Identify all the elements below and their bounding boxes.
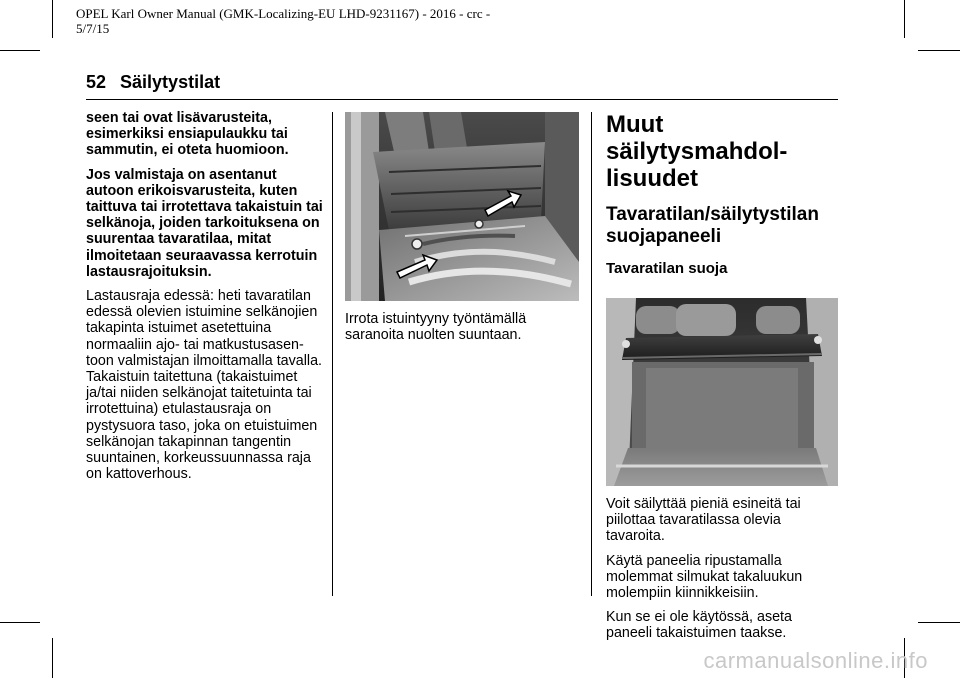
crop-mark — [52, 638, 53, 678]
figure-caption: Irrota istuintyyny työntämällä saranoita nuolten suuntaan. — [345, 311, 527, 344]
watermark: carmanualsonline.info — [703, 648, 928, 673]
crop-mark — [918, 50, 960, 51]
crop-mark — [0, 622, 40, 623]
topic-heading: Tavaratilan suoja — [606, 260, 728, 277]
paragraph: Käytä paneelia ripustamalla molemmat silmukat takaluukun molempiin kiinnikkeisiin. — [606, 552, 803, 602]
right-column — [606, 111, 840, 650]
middle-column — [345, 112, 579, 351]
section-title: Säilytystilat — [120, 72, 221, 92]
rear-seat-photo — [345, 112, 579, 301]
page-number: 52 — [86, 72, 107, 92]
paragraph: Kun se ei ole käytössä, aseta paneeli takaistuimen taakse. — [606, 609, 792, 642]
crop-mark — [52, 0, 53, 38]
print-header: OPEL Karl Owner Manual (GMK-Localizing-EU LHD-9231167) - 2016 - crc - 5/7/15 — [76, 6, 491, 36]
paragraph: seen tai ovat lisävarusteita, esimerkiksi ensiapulaukku tai sammutin, ei oteta huomioon. — [86, 110, 289, 159]
crop-mark — [918, 622, 960, 623]
paragraph: Lastausraja edessä: heti tavaratilan edessä olevien istuimine selkänojien takapinta istuimet asetettuina normaaliin ajo- tai matkustusasentoon valmistajan ilmoittamalla tavalla. Takaistuin taitettuna (takaistuimet ja/tai niiden selkänojat taitetuinta tai irrotettuina) etulastausraja on pystysuora taso, joka on etuistuimen selkänojan takapinnan tangentin suuntainen, korkeussuunnassa raja on kattoverhous. — [86, 288, 323, 483]
subsection-heading: Tavaratilan/säilytystilan suojapaneeli — [606, 204, 819, 247]
crop-mark — [0, 50, 40, 51]
column-divider — [591, 112, 592, 596]
paragraph: Jos valmistaja on asentanut autoon erikoisvarusteita, kuten taittuva tai irrotettava takaistuin tai selkänoja, joiden tarkoituksena on suurentaa tavaratilaa, mitat ilmoitetaan seuraavassa kerrotuin lastausrajoituksin. — [86, 166, 323, 280]
section-heading: Muut säilytysmahdollisuudet — [606, 111, 788, 192]
cargo-cover-photo — [606, 298, 838, 486]
paragraph: Voit säilyttää pieniä esineitä tai piilottaa tavaratilassa olevia tavaroita. — [606, 496, 801, 545]
page-heading — [86, 71, 220, 93]
left-column — [86, 110, 324, 490]
header-rule — [86, 99, 838, 100]
column-divider — [332, 112, 333, 596]
crop-mark — [904, 0, 905, 38]
